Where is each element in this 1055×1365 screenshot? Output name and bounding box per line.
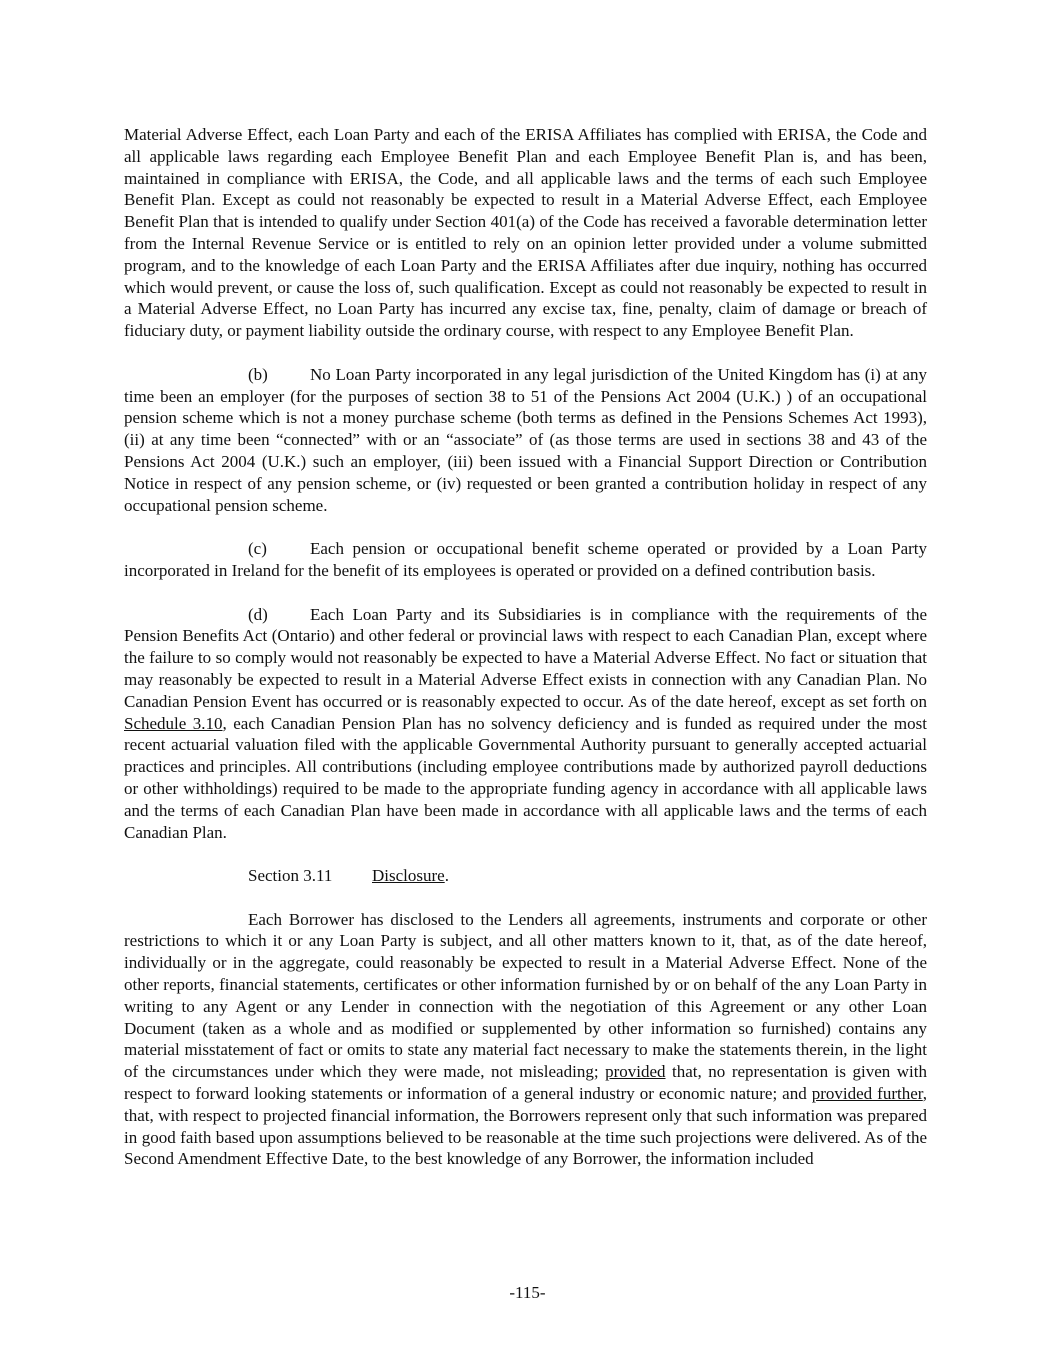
paragraph-d-text-1: Each Loan Party and its Subsidiaries is in compliance with the requirements of the Pension Benefits Act (Ontario) and other federal or provincial laws with respect to each Canadian Plan, except where the failure to so comply would not reasonably be expected to have a Material Adverse Effect. No fact or situation that may reasonably be expected to result in a Material Adverse Effect exists in connection with any Canadian Plan. No Canadian Pension Event has occurred or is reasonably expected to occur. As of the date hereof, except as set forth on xyxy=(124,604,927,711)
paragraph-a-continuation: Material Adverse Effect, each Loan Party and each of the ERISA Affiliates has complied with ERISA, the Code and all applicable laws regarding each Employee Benefit Plan and each Employee Benefit Plan is, and has been, maintained in compliance with ERISA, the Code, and all applicable laws and the terms of each such Employee Benefit Plan. Except as could not reasonably be expected to result in a Material Adverse Effect, each Employee Benefit Plan that is intended to qualify under Section 401(a) of the Code has received a favorable determination letter from the Internal Revenue Service or is entitled to rely on an opinion letter provided under a volume submitted program, and to the knowledge of each Loan Party and the ERISA Affiliates after due inquiry, nothing has occurred which would prevent, or cause the loss of, such qualification. Except as could not reasonably be expected to result in a Material Adverse Effect, no Loan Party has incurred any excise tax, fine, penalty, claim of damage or breach of fiduciary duty, or payment liability outside the ordinary course, with respect to any Employee Benefit Plan. xyxy=(124,125,927,341)
page-number: -115- xyxy=(509,1283,546,1302)
provided-further-term: provided further xyxy=(811,1084,923,1104)
section-heading xyxy=(248,865,927,887)
disclosure-paragraph xyxy=(124,909,927,1171)
paragraph-b xyxy=(124,364,927,517)
section-title-period: . xyxy=(444,866,449,886)
schedule-3-10-reference: Schedule 3.10 xyxy=(124,713,223,733)
paragraph-d xyxy=(124,604,927,844)
paragraph-b-number: (b) xyxy=(248,364,268,384)
section-title: Disclosure xyxy=(372,866,445,886)
paragraph-b-text: No Loan Party incorporated in any legal jurisdiction of the United Kingdom has (i) at any time been an employer (for the purposes of section 38 to 51 of the Pensions Act 2004 (U.K.) ) of an occupational pension scheme which is not a money purchase scheme (both terms as defined in the Pensions Schemes Act 1993), (ii) at any time been “connected” with or an “associate” of (as those terms are used in sections 38 and 43 of the Pensions Act 2004 (U.K.) such an employer, (iii) been issued with a Financial Support Direction or Contribution Notice in respect of any pension scheme, or (iv) requested or been granted a contribution holiday in respect of any occupational pension scheme. xyxy=(124,364,927,515)
paragraph-d-text-2: , each Canadian Pension Plan has no solvency deficiency and is funded as required under the most recent actuarial valuation filed with the applicable Governmental Authority pursuant to generally accepted actuarial practices and principles. All contributions (including employee contributions made by authorized payroll deductions or other withholdings) required to be made to the appropriate funding agency in accordance with all applicable laws and the terms of each Canadian Plan have been made in accordance with all applicable laws and the terms of each Canadian Plan. xyxy=(124,713,927,842)
paragraph-d-number: (d) xyxy=(248,604,268,624)
disclosure-text-3: , that, with respect to projected financial information, the Borrowers represent only that such information was prepared in good faith based upon assumptions believed to be reasonable at the time such projections were delivered. As of the Second Amendment Effective Date, to the best knowledge of any Borrower, the information included xyxy=(124,1084,927,1169)
disclosure-text-1: Each Borrower has disclosed to the Lenders all agreements, instruments and corporate or other restrictions to which it or any Loan Party is subject, and all other matters known to it, that, as of the date hereof, individually or in the aggregate, could reasonably be expected to result in a Material Adverse Effect. None of the other reports, financial statements, certificates or other information furnished by or on behalf of the any Loan Party in writing to any Agent or any Lender in connection with the negotiation of this Agreement or any other Loan Document (taken as a whole and as modified or supplemented by other information so furnished) contains any material misstatement of fact or omits to state any material fact necessary to make the statements therein, in the light of the circumstances under which they were made, not misleading; xyxy=(124,909,927,1082)
disclosure-text-2: that, no representation is given with respect to forward looking statements or information of a general industry or economic nature; and xyxy=(124,1062,927,1104)
section-number: Section 3.11 xyxy=(248,866,333,886)
provided-term: provided xyxy=(605,1062,666,1082)
paragraph-c-text: Each pension or occupational benefit scheme operated or provided by a Loan Party incorporated in Ireland for the benefit of its employees is operated or provided on a defined contribution basis. xyxy=(124,539,927,580)
paragraph-c-number: (c) xyxy=(248,539,267,559)
document-body xyxy=(124,124,927,1170)
paragraph-c xyxy=(124,538,927,582)
